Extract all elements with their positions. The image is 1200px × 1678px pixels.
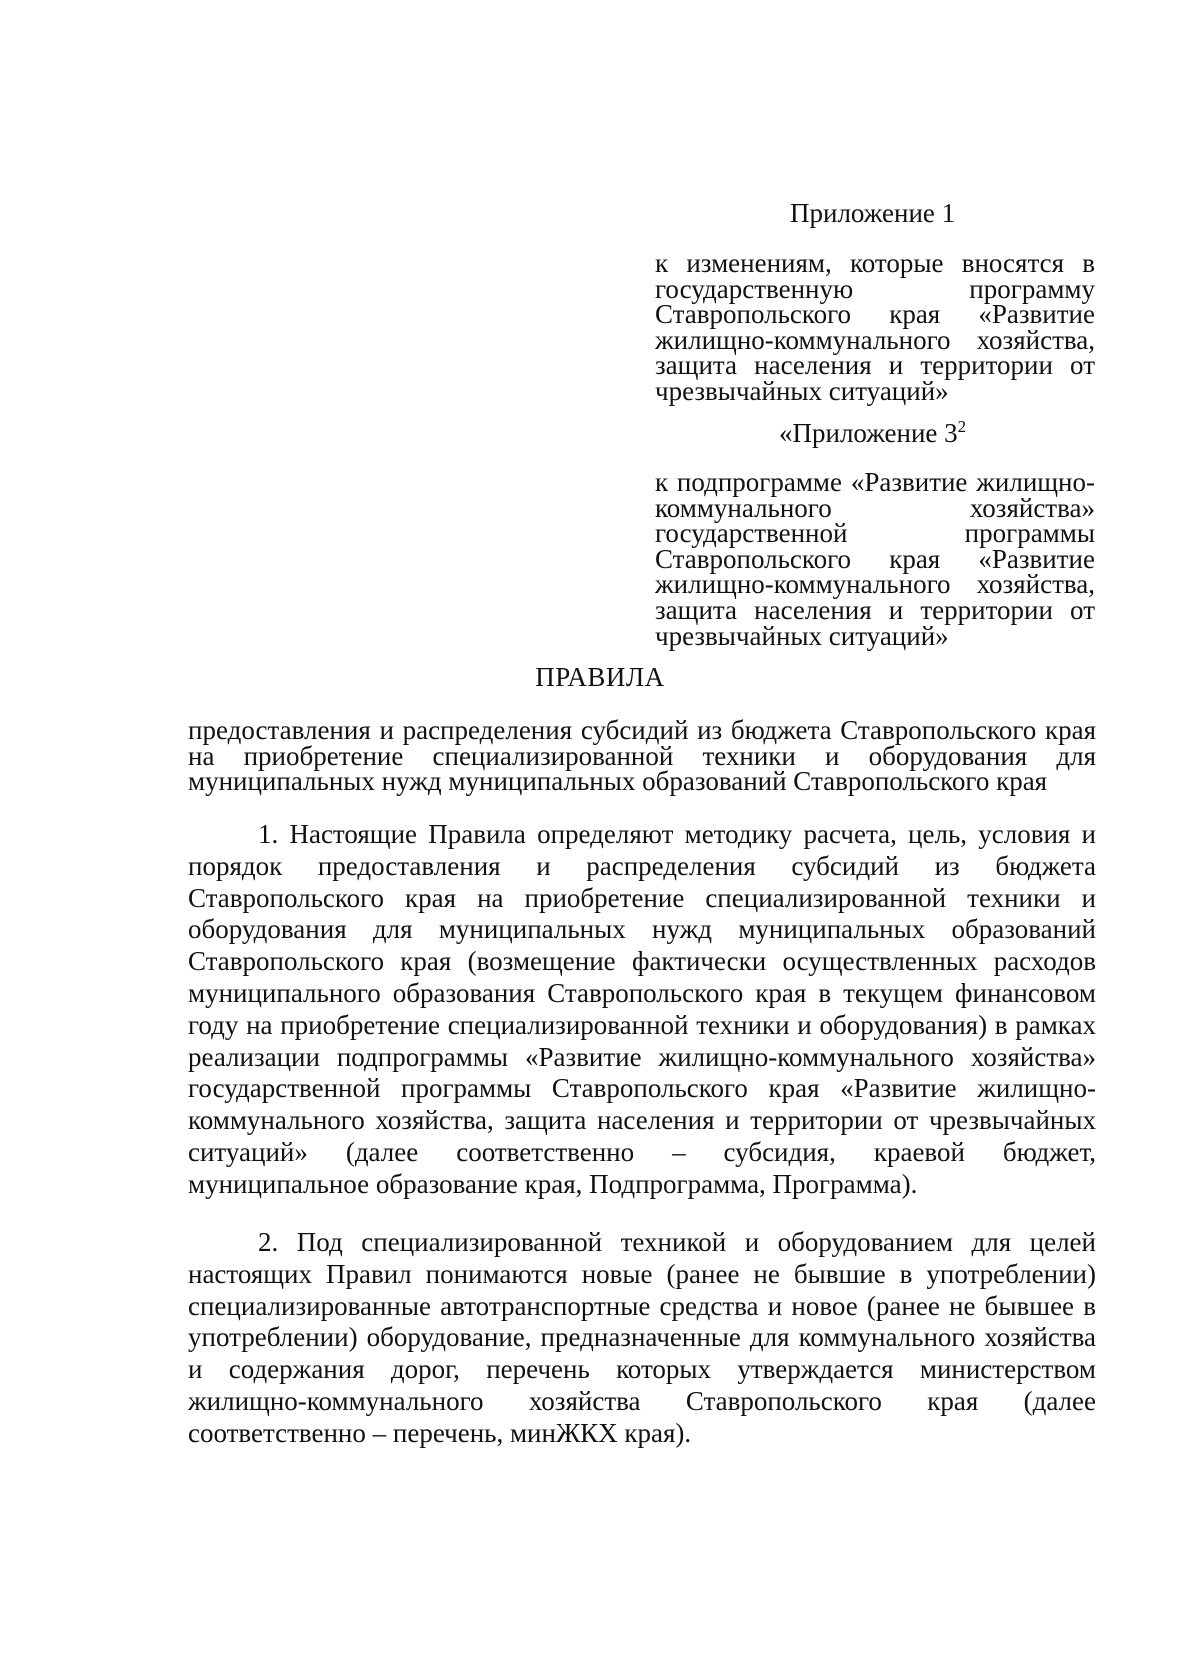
appendix-1-text: к изменениям, которые вносятся в государственную программу Ставропольского края «Развитие жилищно-коммунального хозяйства, защита населения и территории от чрезвычайных ситуаций» [655, 248, 1095, 406]
appendix-2-title-text: «Приложение 3 [779, 418, 958, 448]
appendix-1-title: Приложение 1 [790, 198, 956, 228]
appendix-2-title-superscript: 2 [957, 417, 967, 436]
rules-subtitle: предоставления и распределения субсидий из бюджета Ставропольского края на приобретение специализированной техники и оборудования для муниципальных нужд муниципальных образований Ставропольского края [188, 715, 1096, 797]
appendix-2-text: к подпрограмме «Развитие жилищно-коммунального хозяйства» государственной программы Ставропольского края «Развитие жилищно-коммунального хозяйства, защита населения и территории от чрезвычайных ситуаций» [655, 467, 1095, 651]
paragraph-1: 1. Настоящие Правила определяют методику расчета, цель, условия и порядок предоставления и распределения субсидий из бюджета Ставропольского края на приобретение специализированной техники и оборудования для муниципальных нужд муниципальных образований Ставропольского края (возмещение фактически осуществленных расходов муниципального образования Ставропольского края в текущем финансовом году на приобретение специализированной техники и оборудования) в рамках реализации подпрограммы «Развитие жилищно-коммунального хозяйства» государственной программы Ставропольского края «Развитие жилищно-коммунального хозяйства, защита населения и территории от чрезвычайных ситуаций» (далее соответственно – субсидия, краевой бюджет, муниципальное образование края, Подпрограмма, Программа). [188, 819, 1096, 1199]
appendix-2-title [779, 418, 966, 448]
paragraph-2: 2. Под специализированной техникой и оборудованием для целей настоящих Правил понимаются новые (ранее не бывшие в употреблении) специализированные автотранспортные средства и новое (ранее не бывшее в употреблении) оборудование, предназначенные для коммунального хозяйства и содержания дорог, перечень которых утверждается министерством жилищно-коммунального хозяйства Ставропольского края (далее соответственно – перечень, минЖКХ края). [188, 1227, 1096, 1448]
rules-title: ПРАВИЛА [535, 662, 665, 692]
